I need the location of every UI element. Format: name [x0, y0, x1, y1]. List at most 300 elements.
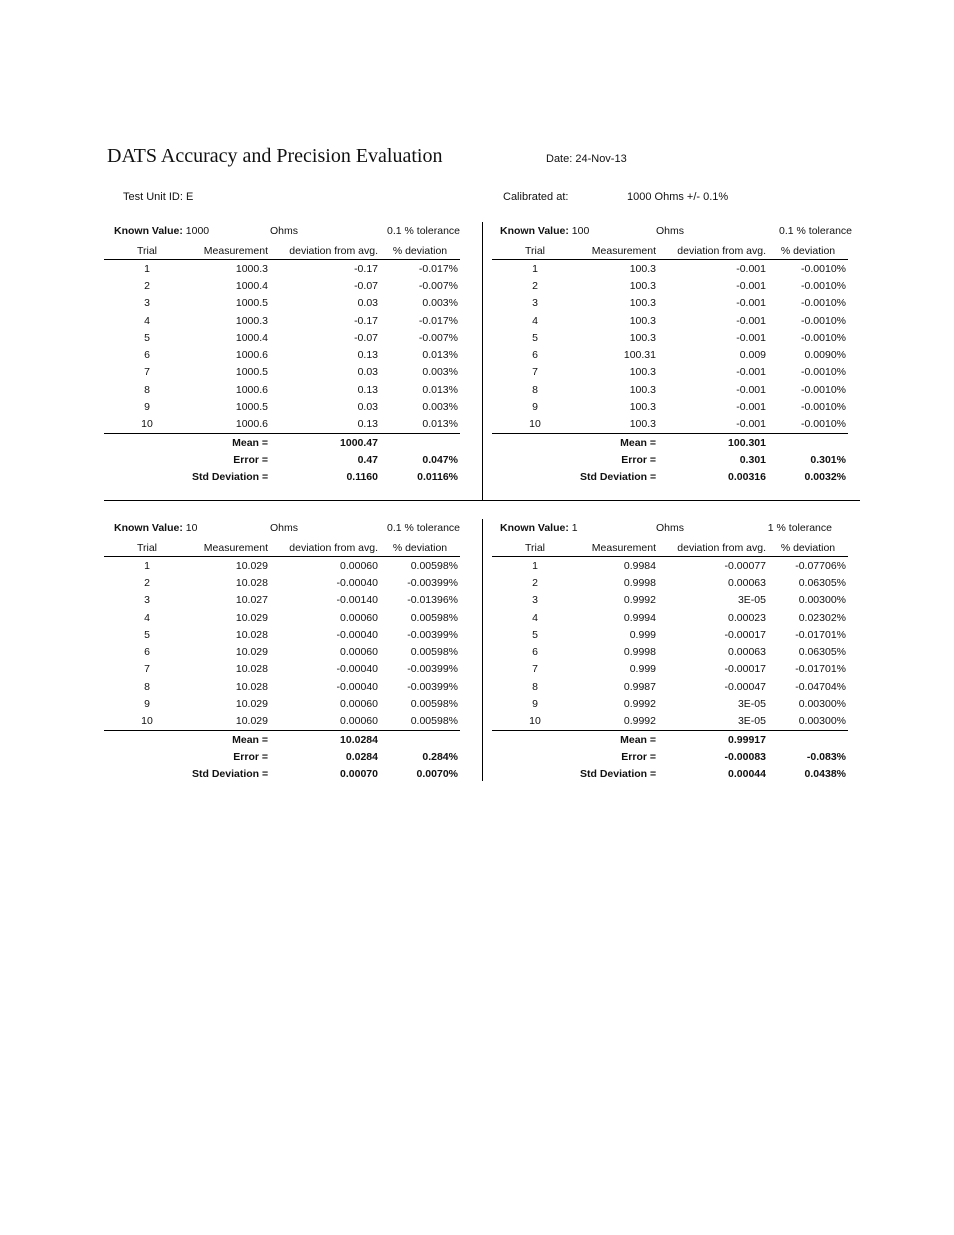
deviation-cell: -0.001: [736, 401, 766, 414]
pct-deviation-header: % deviation: [392, 541, 448, 554]
table-row: [104, 364, 460, 381]
stat-label: Error =: [233, 750, 268, 763]
table-row: [104, 609, 460, 626]
pct-deviation-cell: -0.01396%: [407, 594, 458, 607]
table-row: [104, 398, 460, 415]
deviation-cell: 0.00060: [340, 715, 378, 728]
known-value-label: Known Value:: [500, 522, 569, 534]
trial-cell: 6: [532, 349, 538, 362]
stat-pct: 0.0438%: [804, 768, 846, 781]
std-deviation-row: [492, 469, 848, 486]
pct-deviation-cell: 0.00598%: [410, 646, 458, 659]
table-row: [492, 626, 848, 643]
panel-header: [104, 225, 460, 242]
horizontal-divider: [104, 500, 860, 501]
known-value-label: Known Value:: [500, 225, 569, 237]
stat-spacer: [492, 469, 578, 486]
measurement-panel-1: [492, 522, 848, 783]
table-row: [492, 295, 848, 312]
calibrated-value: 1000 Ohms +/- 0.1%: [627, 191, 729, 203]
stat-pct: [380, 433, 460, 451]
test-unit-id: Test Unit ID: E: [123, 191, 194, 203]
trial-cell: 7: [532, 663, 538, 676]
deviation-cell: -0.00140: [336, 594, 378, 607]
table-row: [104, 661, 460, 678]
measurement-cell: 0.9992: [623, 594, 656, 607]
std-deviation-row: [104, 766, 460, 783]
table-row: [492, 277, 848, 294]
measurement-cell: 100.31: [623, 349, 656, 362]
pct-deviation-cell: -0.0010%: [801, 383, 846, 396]
std-deviation-row: [104, 469, 460, 486]
trial-cell: 7: [532, 366, 538, 379]
stat-pct: 0.047%: [422, 453, 458, 466]
stat-spacer: [492, 433, 578, 451]
unit-label: Ohms: [656, 522, 685, 534]
pct-deviation-cell: 0.013%: [422, 418, 458, 431]
stat-pct: [768, 730, 848, 748]
pct-deviation-cell: -0.01701%: [795, 663, 846, 676]
measurement-cell: 100.3: [629, 418, 656, 431]
measurement-panel-10: [104, 522, 460, 783]
trial-cell: 2: [532, 576, 538, 589]
stat-label: Std Deviation =: [192, 768, 269, 781]
mean-row: [104, 433, 460, 451]
trial-cell: 1: [532, 262, 538, 275]
stat-pct: 0.284%: [422, 750, 458, 763]
trial-header: Trial: [524, 244, 546, 257]
trial-cell: 8: [144, 383, 150, 396]
table-row: [492, 398, 848, 415]
deviation-cell: -0.00040: [336, 628, 378, 641]
measurement-header: Measurement: [591, 244, 656, 257]
trial-cell: 10: [529, 715, 541, 728]
table-row: [104, 312, 460, 329]
measurement-table: [492, 539, 848, 783]
pct-deviation-cell: -0.017%: [418, 262, 458, 275]
pct-deviation-header: % deviation: [780, 244, 836, 257]
trial-cell: 2: [144, 279, 150, 292]
table-row: [492, 643, 848, 660]
table-row: [492, 416, 848, 434]
stat-spacer: [104, 748, 190, 765]
measurement-cell: 0.9992: [623, 715, 656, 728]
deviation-cell: 0.13: [357, 349, 378, 362]
table-row: [492, 609, 848, 626]
deviation-cell: -0.00040: [336, 680, 378, 693]
measurement-cell: 10.028: [235, 663, 268, 676]
pct-deviation-cell: -0.017%: [418, 314, 458, 327]
table-row: [104, 277, 460, 294]
pct-deviation-cell: -0.00399%: [407, 663, 458, 676]
vertical-divider-bottom: [482, 519, 483, 781]
trial-cell: 7: [144, 366, 150, 379]
trial-cell: 5: [532, 331, 538, 344]
table-row: [104, 346, 460, 363]
deviation-cell: 0.13: [357, 383, 378, 396]
stat-spacer: [104, 433, 190, 451]
pct-deviation-cell: 0.013%: [422, 383, 458, 396]
measurement-cell: 1000.6: [235, 383, 268, 396]
deviation-cell: 0.00063: [728, 576, 766, 589]
measurement-cell: 10.029: [235, 715, 268, 728]
measurement-header: Measurement: [203, 244, 268, 257]
measurement-cell: 1000.4: [235, 279, 268, 292]
trial-cell: 9: [144, 401, 150, 414]
pct-deviation-header: % deviation: [392, 244, 448, 257]
known-value-label: Known Value:: [114, 225, 183, 237]
known-value-label: Known Value:: [114, 522, 183, 534]
table-row: [104, 260, 460, 278]
table-row: [492, 713, 848, 731]
measurement-cell: 1000.6: [235, 349, 268, 362]
mean-row: [104, 730, 460, 748]
trial-cell: 6: [532, 646, 538, 659]
table-row: [104, 295, 460, 312]
panel-header: [492, 522, 848, 539]
deviation-cell: -0.00047: [724, 680, 766, 693]
stat-value: 0.0284: [345, 750, 378, 763]
table-row: [492, 260, 848, 278]
pct-deviation-cell: 0.00598%: [410, 698, 458, 711]
pct-deviation-cell: 0.00300%: [798, 698, 846, 711]
trial-cell: 2: [144, 576, 150, 589]
measurement-cell: 1000.3: [235, 262, 268, 275]
pct-deviation-cell: -0.04704%: [795, 680, 846, 693]
pct-deviation-cell: -0.07706%: [795, 559, 846, 572]
measurement-cell: 1000.5: [235, 366, 268, 379]
deviation-cell: 0.009: [739, 349, 766, 362]
pct-deviation-cell: 0.00598%: [410, 715, 458, 728]
deviation-cell: 3E-05: [737, 698, 766, 711]
trial-cell: 8: [532, 680, 538, 693]
trial-cell: 8: [532, 383, 538, 396]
stat-spacer: [104, 451, 190, 468]
deviation-cell: -0.07: [354, 279, 378, 292]
error-row: [104, 748, 460, 765]
stat-value: 100.301: [728, 436, 766, 449]
trial-cell: 5: [144, 331, 150, 344]
pct-deviation-cell: 0.02302%: [798, 611, 846, 624]
pct-deviation-cell: -0.0010%: [801, 297, 846, 310]
table-row: [492, 678, 848, 695]
table-row: [104, 643, 460, 660]
stat-value: 0.00316: [728, 471, 766, 484]
table-row: [104, 626, 460, 643]
stat-spacer: [104, 766, 190, 783]
table-row: [492, 557, 848, 575]
deviation-header: deviation from avg.: [289, 244, 378, 257]
measurement-table: [104, 242, 460, 486]
error-row: [104, 451, 460, 468]
pct-deviation-cell: 0.003%: [422, 401, 458, 414]
deviation-cell: -0.001: [736, 297, 766, 310]
pct-deviation-cell: -0.007%: [418, 331, 458, 344]
measurement-cell: 1000.5: [235, 297, 268, 310]
stat-spacer: [492, 451, 578, 468]
trial-cell: 1: [144, 559, 150, 572]
measurement-cell: 0.9998: [623, 646, 656, 659]
pct-deviation-cell: -0.0010%: [801, 314, 846, 327]
trial-cell: 10: [141, 715, 153, 728]
deviation-cell: -0.001: [736, 418, 766, 431]
stat-label: Std Deviation =: [580, 768, 657, 781]
measurement-cell: 100.3: [629, 401, 656, 414]
pct-deviation-cell: -0.00399%: [407, 680, 458, 693]
stat-label: Std Deviation =: [580, 471, 657, 484]
pct-deviation-cell: -0.0010%: [801, 418, 846, 431]
deviation-cell: -0.001: [736, 314, 766, 327]
trial-cell: 5: [144, 628, 150, 641]
trial-cell: 10: [141, 418, 153, 431]
deviation-cell: 0.03: [357, 366, 378, 379]
measurement-cell: 1000.4: [235, 331, 268, 344]
stat-value: 1000.47: [340, 436, 378, 449]
measurement-table: [492, 242, 848, 486]
mean-row: [492, 730, 848, 748]
measurement-cell: 0.9998: [623, 576, 656, 589]
table-row: [104, 416, 460, 434]
pct-deviation-cell: -0.007%: [418, 279, 458, 292]
table-row: [104, 381, 460, 398]
measurement-cell: 10.027: [235, 594, 268, 607]
stat-spacer: [492, 766, 578, 783]
deviation-cell: -0.00017: [724, 628, 766, 641]
deviation-cell: 0.00060: [340, 611, 378, 624]
stat-label: Error =: [233, 453, 268, 466]
trial-cell: 6: [144, 646, 150, 659]
table-row: [492, 695, 848, 712]
unit-label: Ohms: [270, 225, 299, 237]
stat-value: 0.99917: [728, 733, 766, 746]
measurement-cell: 100.3: [629, 262, 656, 275]
stat-spacer: [492, 730, 578, 748]
trial-cell: 3: [144, 297, 150, 310]
trial-cell: 10: [529, 418, 541, 431]
stat-label: Mean =: [620, 733, 656, 746]
deviation-cell: 0.00060: [340, 559, 378, 572]
measurement-cell: 0.999: [629, 663, 656, 676]
table-row: [492, 364, 848, 381]
deviation-cell: 0.00060: [340, 698, 378, 711]
panel-header: [104, 522, 460, 539]
unit-label: Ohms: [656, 225, 685, 237]
deviation-cell: -0.001: [736, 366, 766, 379]
error-row: [492, 748, 848, 765]
pct-deviation-cell: 0.003%: [422, 366, 458, 379]
stat-value: -0.00083: [724, 750, 766, 763]
stat-pct: 0.0116%: [417, 471, 458, 484]
deviation-cell: 0.13: [357, 418, 378, 431]
panel-header: [492, 225, 852, 242]
trial-cell: 8: [144, 680, 150, 693]
stat-value: 0.1160: [346, 471, 378, 484]
deviation-cell: -0.001: [736, 262, 766, 275]
measurement-cell: 0.9984: [623, 559, 656, 572]
known-value: [114, 522, 197, 534]
table-row: [492, 592, 848, 609]
table-row: [492, 574, 848, 591]
trial-cell: 3: [532, 297, 538, 310]
known-value-number: 1000: [185, 225, 210, 237]
trial-cell: 4: [144, 611, 150, 624]
measurement-cell: 10.029: [235, 611, 268, 624]
stat-label: Mean =: [232, 733, 268, 746]
trial-header: Trial: [136, 541, 158, 554]
trial-header: Trial: [524, 541, 546, 554]
trial-cell: 9: [532, 698, 538, 711]
trial-cell: 3: [532, 594, 538, 607]
measurement-cell: 10.028: [235, 628, 268, 641]
deviation-cell: 0.00023: [728, 611, 766, 624]
known-value-number: 10: [185, 522, 198, 534]
known-value: [114, 225, 209, 237]
deviation-cell: -0.001: [736, 279, 766, 292]
pct-deviation-cell: 0.00598%: [410, 611, 458, 624]
table-row: [104, 592, 460, 609]
pct-deviation-cell: -0.01701%: [795, 628, 846, 641]
unit-label: Ohms: [270, 522, 299, 534]
measurement-cell: 100.3: [629, 297, 656, 310]
deviation-cell: -0.00040: [336, 663, 378, 676]
table-row: [104, 713, 460, 731]
page-title: DATS Accuracy and Precision Evaluation: [107, 145, 443, 167]
deviation-cell: -0.00077: [724, 559, 766, 572]
deviation-cell: -0.17: [354, 262, 378, 275]
trial-cell: 9: [532, 401, 538, 414]
report-date: Date: 24-Nov-13: [546, 153, 627, 165]
stat-pct: [768, 433, 848, 451]
pct-deviation-cell: -0.0010%: [801, 366, 846, 379]
table-row: [104, 574, 460, 591]
measurement-cell: 10.028: [235, 576, 268, 589]
trial-cell: 7: [144, 663, 150, 676]
pct-deviation-cell: -0.00399%: [407, 576, 458, 589]
stat-spacer: [104, 469, 190, 486]
mean-row: [492, 433, 848, 451]
error-row: [492, 451, 848, 468]
pct-deviation-cell: 0.003%: [422, 297, 458, 310]
measurement-header: Measurement: [203, 541, 268, 554]
measurement-cell: 100.3: [629, 331, 656, 344]
pct-deviation-cell: -0.00399%: [407, 628, 458, 641]
stat-label: Mean =: [232, 436, 268, 449]
trial-cell: 5: [532, 628, 538, 641]
measurement-header: Measurement: [591, 541, 656, 554]
stat-value: 0.301: [739, 453, 766, 466]
stat-spacer: [492, 748, 578, 765]
deviation-header: deviation from avg.: [677, 244, 766, 257]
stat-label: Std Deviation =: [192, 471, 269, 484]
measurement-cell: 0.999: [629, 628, 656, 641]
deviation-cell: -0.001: [736, 331, 766, 344]
measurement-cell: 100.3: [629, 279, 656, 292]
deviation-cell: -0.17: [354, 314, 378, 327]
pct-deviation-cell: -0.0010%: [801, 331, 846, 344]
trial-cell: 3: [144, 594, 150, 607]
stat-value: 0.00044: [728, 768, 766, 781]
stat-label: Error =: [621, 453, 656, 466]
std-deviation-row: [492, 766, 848, 783]
table-row: [104, 695, 460, 712]
tolerance-label: 0.1 % tolerance: [387, 225, 460, 237]
deviation-cell: 3E-05: [737, 715, 766, 728]
pct-deviation-cell: -0.0010%: [801, 279, 846, 292]
deviation-cell: 0.03: [357, 401, 378, 414]
known-value: [500, 522, 578, 534]
stat-label: Error =: [621, 750, 656, 763]
trial-cell: 1: [144, 262, 150, 275]
measurement-cell: 100.3: [629, 366, 656, 379]
measurement-cell: 10.028: [235, 680, 268, 693]
measurement-cell: 1000.5: [235, 401, 268, 414]
tolerance-label: 1 % tolerance: [767, 522, 832, 534]
trial-cell: 4: [144, 314, 150, 327]
deviation-header: deviation from avg.: [289, 541, 378, 554]
measurement-cell: 0.9992: [623, 698, 656, 711]
pct-deviation-cell: 0.00598%: [410, 559, 458, 572]
trial-cell: 4: [532, 611, 538, 624]
measurement-cell: 100.3: [629, 314, 656, 327]
measurement-cell: 10.029: [235, 559, 268, 572]
pct-deviation-header: % deviation: [780, 541, 836, 554]
stat-value: 0.00070: [340, 768, 378, 781]
calibrated-label: Calibrated at:: [503, 191, 569, 203]
measurement-cell: 10.029: [235, 698, 268, 711]
measurement-cell: 1000.3: [235, 314, 268, 327]
measurement-cell: 100.3: [629, 383, 656, 396]
measurement-table: [104, 539, 460, 783]
deviation-cell: 0.03: [357, 297, 378, 310]
table-row: [492, 381, 848, 398]
stat-pct: 0.0032%: [804, 471, 846, 484]
deviation-cell: -0.00040: [336, 576, 378, 589]
table-row: [492, 312, 848, 329]
measurement-cell: 10.029: [235, 646, 268, 659]
trial-cell: 1: [532, 559, 538, 572]
stat-pct: 0.301%: [810, 453, 846, 466]
measurement-cell: 0.9987: [623, 680, 656, 693]
deviation-cell: -0.07: [354, 331, 378, 344]
trial-cell: 6: [144, 349, 150, 362]
deviation-cell: 3E-05: [737, 594, 766, 607]
pct-deviation-cell: -0.0010%: [801, 401, 846, 414]
measurement-panel-100: [492, 225, 852, 486]
measurement-cell: 1000.6: [235, 418, 268, 431]
pct-deviation-cell: 0.0090%: [804, 349, 846, 362]
tolerance-label: 0.1 % tolerance: [779, 225, 852, 237]
known-value-number: 100: [571, 225, 590, 237]
tolerance-label: 0.1 % tolerance: [387, 522, 460, 534]
known-value-number: 1: [571, 522, 578, 534]
trial-cell: 4: [532, 314, 538, 327]
stat-value: 10.0284: [340, 733, 378, 746]
stat-pct: 0.0070%: [416, 768, 458, 781]
table-row: [492, 661, 848, 678]
pct-deviation-cell: 0.013%: [422, 349, 458, 362]
deviation-cell: -0.001: [736, 383, 766, 396]
pct-deviation-cell: -0.0010%: [801, 262, 846, 275]
table-row: [104, 329, 460, 346]
trial-cell: 2: [532, 279, 538, 292]
pct-deviation-cell: 0.06305%: [798, 646, 846, 659]
trial-cell: 9: [144, 698, 150, 711]
table-row: [104, 557, 460, 575]
deviation-cell: 0.00063: [728, 646, 766, 659]
deviation-cell: 0.00060: [340, 646, 378, 659]
stat-label: Mean =: [620, 436, 656, 449]
table-row: [492, 329, 848, 346]
